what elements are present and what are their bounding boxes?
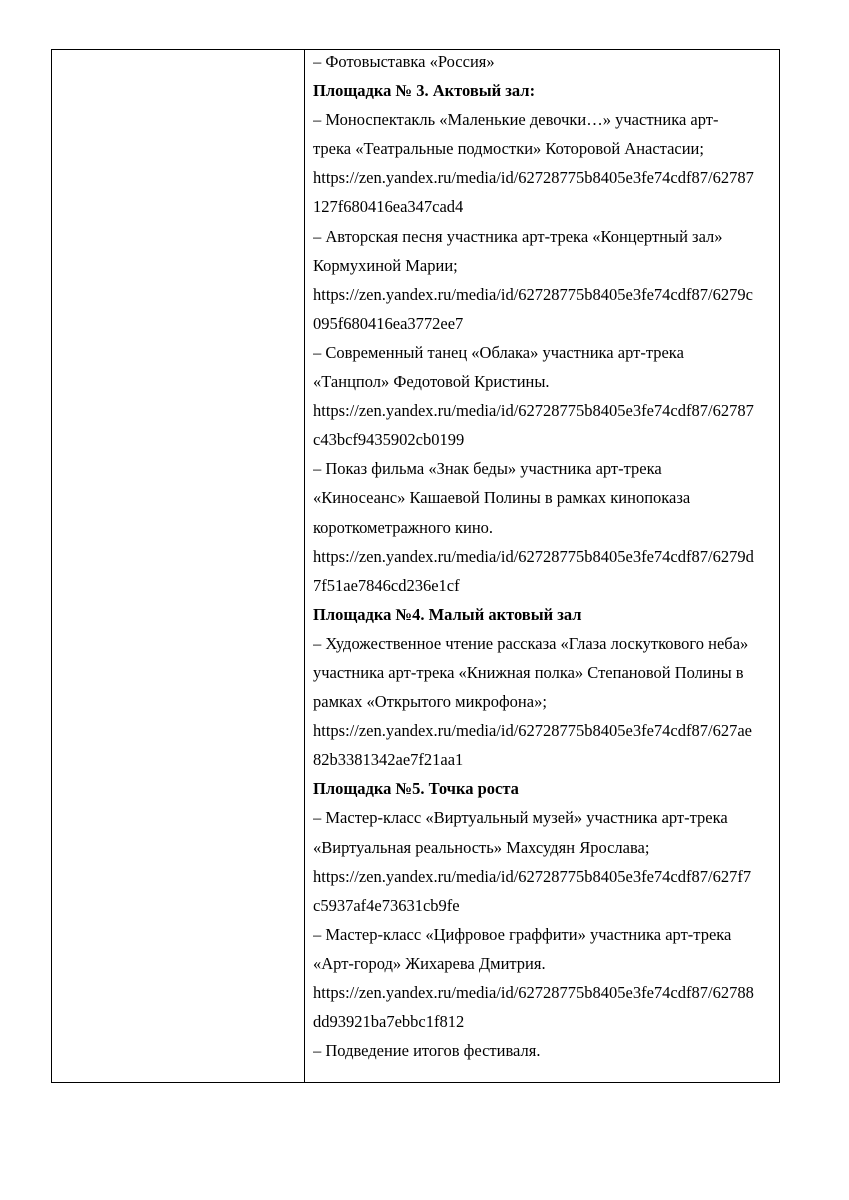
- url-line: https://zen.yandex.ru/media/id/62728775b8405e3fe74cdf87/62787: [313, 168, 754, 188]
- text-line: – Мастер-класс «Виртуальный музей» участника арт-трека: [313, 808, 728, 828]
- url-line: c43bcf9435902cb0199: [313, 430, 465, 450]
- table-cell-program-content: [305, 50, 779, 1082]
- text-line: участника арт-трека «Книжная полка» Степановой Полины в: [313, 662, 744, 682]
- section-heading-venue-3: Площадка № 3. Актовый зал:: [313, 81, 536, 101]
- text-line: – Авторская песня участника арт-трека «Концертный зал»: [313, 226, 723, 246]
- text-line: «Арт-город» Жихарева Дмитрия.: [313, 953, 546, 973]
- section-heading-venue-4: Площадка №4. Малый актовый зал: [313, 604, 582, 624]
- url-line: https://zen.yandex.ru/media/id/62728775b8405e3fe74cdf87/62788: [313, 983, 754, 1002]
- section-heading-venue-5: Площадка №5. Точка роста: [313, 779, 519, 799]
- text-line: рамках «Открытого микрофона»;: [313, 692, 547, 712]
- text-line: трека «Театральные подмостки» Которовой Анастасии;: [313, 139, 704, 159]
- text-line: – Моноспектакль «Маленькие девочки…» участника арт-: [313, 110, 719, 130]
- url-line: https://zen.yandex.ru/media/id/62728775b8405e3fe74cdf87/627ae: [313, 721, 752, 741]
- url-line: 095f680416ea3772ee7: [313, 313, 464, 333]
- text-line: «Танцпол» Федотовой Кристины.: [313, 372, 550, 392]
- text-line-closing: – Подведение итогов фестиваля.: [313, 1041, 541, 1061]
- text-line: Кормухиной Марии;: [313, 255, 458, 275]
- url-line: 127f680416ea347cad4: [313, 197, 464, 217]
- url-line: 82b3381342ae7f21aa1: [313, 750, 464, 770]
- text-line: – Современный танец «Облака» участника арт-трека: [313, 342, 684, 362]
- text-line: – Мастер-класс «Цифровое граффити» участника арт-трека: [313, 924, 732, 944]
- program-table: [51, 49, 780, 1083]
- text-line: «Киносеанс» Кашаевой Полины в рамках кинопоказа: [313, 488, 691, 508]
- text-line: – Художественное чтение рассказа «Глаза лоскуткового неба»: [313, 633, 749, 653]
- table-cell-left-empty: [52, 50, 305, 1082]
- url-line: dd93921ba7ebbc1f812: [313, 1012, 465, 1032]
- text-line: – Показ фильма «Знак беды» участника арт-трека: [313, 459, 662, 479]
- url-line: https://zen.yandex.ru/media/id/62728775b8405e3fe74cdf87/627f7: [313, 866, 752, 886]
- text-line: – Фотовыставка «Россия»: [313, 52, 495, 71]
- url-line: c5937af4e73631cb9fe: [313, 895, 460, 915]
- url-line: 7f51ae7846cd236e1cf: [313, 575, 460, 595]
- text-line: «Виртуальная реальность» Махсудян Ярослава;: [313, 837, 650, 857]
- url-line: https://zen.yandex.ru/media/id/62728775b8405e3fe74cdf87/62787: [313, 401, 754, 421]
- url-line: https://zen.yandex.ru/media/id/62728775b8405e3fe74cdf87/6279d: [313, 546, 754, 566]
- text-line: короткометражного кино.: [313, 517, 494, 537]
- url-line: https://zen.yandex.ru/media/id/62728775b8405e3fe74cdf87/6279c: [313, 284, 753, 304]
